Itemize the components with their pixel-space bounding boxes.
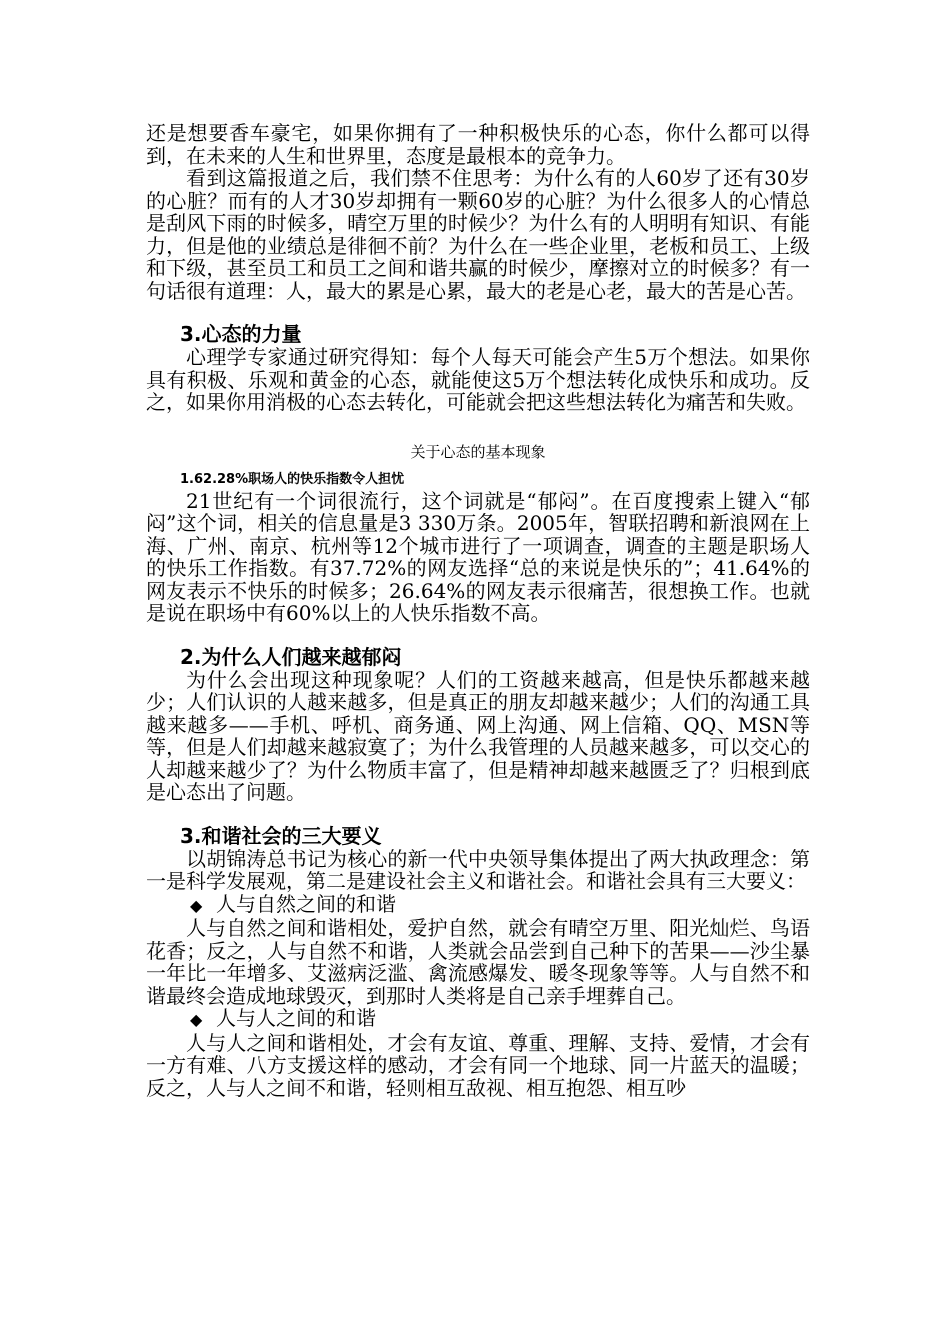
paragraph-nature: 人与自然之间和谐相处，爱护自然，就会有晴空万里、阳光灿烂、鸟语花香；反之，人与自然不和谐，人类就会品尝到自己种下的苦果——沙尘暴一年比一年增多、艾滋病泛滥、禽流感爆发、暖冬现象等等。人与自然不和谐最终会造成地球毁灭，到那时人类将是自己亲手埋葬自己。 xyxy=(146,916,810,1008)
subheading-happiness-index: 1.62.28%职场人的快乐指数令人担忧 xyxy=(180,471,405,487)
paragraph-intro-tail: 还是想要香车豪宅，如果你拥有了一种积极快乐的心态，你什么都可以得到，在未来的人生和世界里，态度是最根本的竞争力。 xyxy=(146,121,810,168)
paragraph-harmony-intro: 以胡锦涛总书记为核心的新一代中央领导集体提出了两大执政理念：第一是科学发展观，第二是建设社会主义和谐社会。和谐社会具有三大要义： xyxy=(146,846,810,893)
bullet-item-nature xyxy=(146,893,810,918)
paragraph-reflection: 看到这篇报道之后，我们禁不住思考：为什么有的人60岁了还有30岁的心脏？而有的人才30岁却拥有一颗60岁的心脏？为什么很多人的心情总是刮风下雨的时候多，晴空万里的时候少？为什么有的人明明有知识、有能力，但是他的业绩总是徘徊不前？为什么在一些企业里，老板和员工、上级和下级，甚至员工和员工之间和谐共赢的时候少，摩擦对立的时候多？有一句话很有道理：人，最大的累是心累，最大的老是心老，最大的苦是心苦。 xyxy=(146,166,810,303)
paragraph-people: 人与人之间和谐相处，才会有友谊、尊重、理解、支持、爱情，才会有一方有难、八方支援这样的感动，才会有同一个地球、同一片蓝天的温暖；反之，人与人之间不和谐，轻则相互敌视、相互抱怨、相互吵 xyxy=(146,1030,810,1100)
bullet-label: 人与自然之间的和谐 xyxy=(216,891,396,916)
heading-power-of-mindset: 3.心态的力量 xyxy=(180,322,302,346)
bullet-item-people xyxy=(146,1007,810,1032)
diamond-bullet-icon: ◆ xyxy=(190,1010,203,1029)
bullet-label: 人与人之间的和谐 xyxy=(216,1006,376,1030)
section-title: 关于心态的基本现象 xyxy=(410,442,546,461)
document-page xyxy=(146,122,810,1099)
diamond-bullet-icon: ◆ xyxy=(190,895,203,915)
paragraph-survey: 21世纪有一个词很流行，这个词就是“郁闷”。在百度搜索上键入“郁闷”这个词，相关的信息量是3 330万条。2005年，智联招聘和新浪网在上海、广州、南京、杭州等12个城市进行了一项调查，调查的主题是职场人的快乐工作指数。有37.72%的网友选择“总的来说是快乐的”；41.64%的网友表示不快乐的时候多；26.64%的网友表示很痛苦，很想换工作。也就是说在职场中有60%以上的人快乐指数不高。 xyxy=(146,488,810,625)
paragraph-why: 为什么会出现这种现象呢？人们的工资越来越高，但是快乐都越来越少；人们认识的人越来越多，但是真正的朋友却越来越少；人们的沟通工具越来越多——手机、呼机、商务通、网上沟通、网上信箱、QQ、MSN等等，但是人们却越来越寂寞了；为什么我管理的人员越来越多，可以交心的人却越来越少了？为什么物质丰富了，但是精神却越来越匮乏了？归根到底是心态出了问题。 xyxy=(146,667,810,804)
heading-why-depressed: 2.为什么人们越来越郁闷 xyxy=(180,644,402,669)
heading-harmonious-society: 3.和谐社会的三大要义 xyxy=(180,823,382,848)
paragraph-psychology: 心理学专家通过研究得知：每个人每天可能会产生5万个想法。如果你具有积极、乐观和黄金的心态，就能使这5万个想法转化成快乐和成功。反之，如果你用消极的心态去转化，可能就会把这些想法转化为痛苦和失败。 xyxy=(146,345,810,414)
